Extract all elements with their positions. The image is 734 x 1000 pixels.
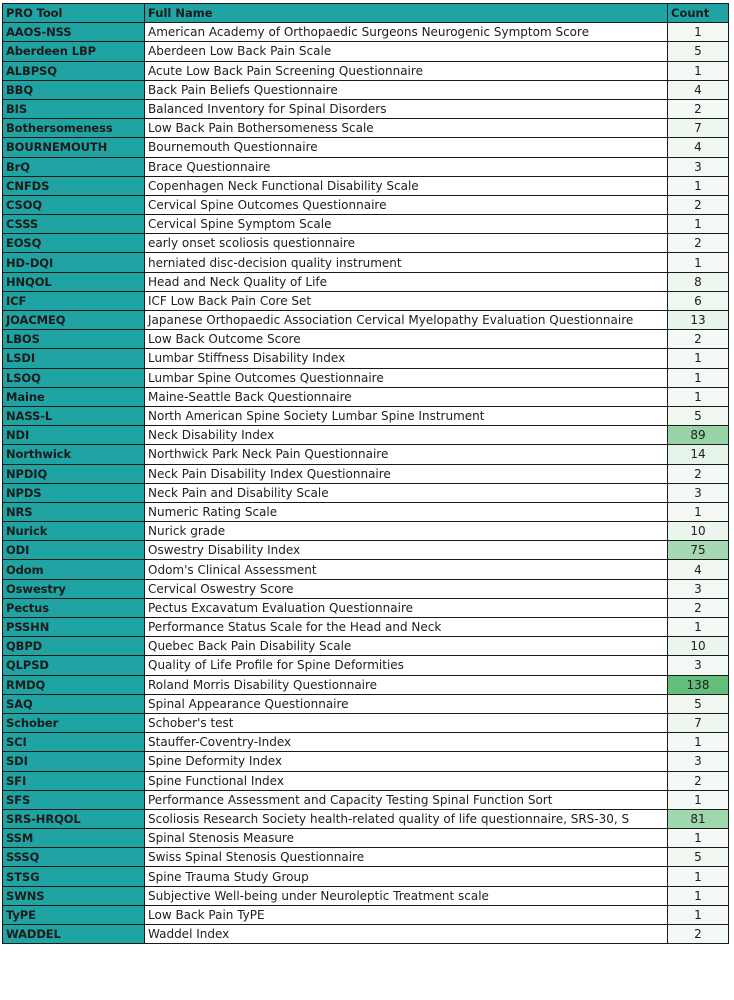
table-row bbox=[3, 522, 729, 541]
count-cell[interactable]: 1 bbox=[668, 215, 729, 234]
table-row bbox=[3, 656, 729, 675]
header-row bbox=[3, 4, 729, 23]
count-cell[interactable]: 3 bbox=[668, 579, 729, 598]
tool-cell[interactable]: ICF bbox=[3, 291, 145, 310]
tool-cell[interactable]: BIS bbox=[3, 99, 145, 118]
count-cell[interactable]: 2 bbox=[668, 771, 729, 790]
table-row bbox=[3, 215, 729, 234]
table-row bbox=[3, 176, 729, 195]
name-cell[interactable]: Subjective Well-being under Neuroleptic Treatment scale bbox=[145, 886, 668, 905]
table-row bbox=[3, 253, 729, 272]
name-cell[interactable]: Numeric Rating Scale bbox=[145, 502, 668, 521]
table-row bbox=[3, 598, 729, 617]
name-cell[interactable]: Quebec Back Pain Disability Scale bbox=[145, 637, 668, 656]
count-cell[interactable]: 1 bbox=[668, 253, 729, 272]
count-cell[interactable]: 89 bbox=[668, 426, 729, 445]
count-cell[interactable]: 13 bbox=[668, 311, 729, 330]
tool-cell[interactable]: JOACMEQ bbox=[3, 311, 145, 330]
table-row bbox=[3, 406, 729, 425]
table-row bbox=[3, 694, 729, 713]
name-cell[interactable]: Odom's Clinical Assessment bbox=[145, 560, 668, 579]
tool-cell[interactable]: CSSS bbox=[3, 215, 145, 234]
name-cell[interactable]: Oswestry Disability Index bbox=[145, 541, 668, 560]
name-cell[interactable]: Schober's test bbox=[145, 713, 668, 732]
count-cell[interactable]: 5 bbox=[668, 694, 729, 713]
count-cell[interactable]: 2 bbox=[668, 598, 729, 617]
tool-cell[interactable]: BrQ bbox=[3, 157, 145, 176]
tool-cell[interactable]: QLPSD bbox=[3, 656, 145, 675]
count-cell[interactable]: 1 bbox=[668, 886, 729, 905]
name-cell[interactable]: Spine Functional Index bbox=[145, 771, 668, 790]
name-cell[interactable]: Roland Morris Disability Questionnaire bbox=[145, 675, 668, 694]
table-row bbox=[3, 426, 729, 445]
name-cell[interactable]: Spinal Stenosis Measure bbox=[145, 829, 668, 848]
table-row bbox=[3, 61, 729, 80]
name-cell[interactable]: Performance Assessment and Capacity Testing Spinal Function Sort bbox=[145, 790, 668, 809]
table-row bbox=[3, 867, 729, 886]
tool-cell[interactable]: HNQOL bbox=[3, 272, 145, 291]
count-cell[interactable]: 3 bbox=[668, 752, 729, 771]
count-cell[interactable]: 1 bbox=[668, 176, 729, 195]
tool-cell[interactable]: SRS-HRQOL bbox=[3, 809, 145, 828]
count-cell[interactable]: 2 bbox=[668, 925, 729, 944]
name-cell[interactable]: Cervical Oswestry Score bbox=[145, 579, 668, 598]
table-row bbox=[3, 349, 729, 368]
table-row bbox=[3, 886, 729, 905]
name-cell[interactable]: Japanese Orthopaedic Association Cervical Myelopathy Evaluation Questionnaire bbox=[145, 311, 668, 330]
name-cell[interactable]: herniated disc-decision quality instrument bbox=[145, 253, 668, 272]
name-cell[interactable]: Aberdeen Low Back Pain Scale bbox=[145, 42, 668, 61]
table-row bbox=[3, 579, 729, 598]
table-row bbox=[3, 752, 729, 771]
count-cell[interactable]: 4 bbox=[668, 80, 729, 99]
name-cell[interactable]: Acute Low Back Pain Screening Questionnaire bbox=[145, 61, 668, 80]
tool-cell[interactable]: AAOS-NSS bbox=[3, 23, 145, 42]
count-cell[interactable]: 81 bbox=[668, 809, 729, 828]
name-cell[interactable]: ICF Low Back Pain Core Set bbox=[145, 291, 668, 310]
table-row bbox=[3, 368, 729, 387]
tool-cell[interactable]: NPDS bbox=[3, 483, 145, 502]
table-row bbox=[3, 445, 729, 464]
name-cell[interactable]: Back Pain Beliefs Questionnaire bbox=[145, 80, 668, 99]
name-cell[interactable]: early onset scoliosis questionnaire bbox=[145, 234, 668, 253]
name-cell[interactable]: Waddel Index bbox=[145, 925, 668, 944]
table-row bbox=[3, 733, 729, 752]
count-cell[interactable]: 4 bbox=[668, 138, 729, 157]
count-cell[interactable]: 1 bbox=[668, 867, 729, 886]
count-cell[interactable]: 5 bbox=[668, 848, 729, 867]
table-row bbox=[3, 99, 729, 118]
tool-cell[interactable]: NASS-L bbox=[3, 406, 145, 425]
name-cell[interactable]: Brace Questionnaire bbox=[145, 157, 668, 176]
table-row bbox=[3, 675, 729, 694]
tool-cell[interactable]: SWNS bbox=[3, 886, 145, 905]
tool-cell[interactable]: STSG bbox=[3, 867, 145, 886]
tool-cell[interactable]: BBQ bbox=[3, 80, 145, 99]
tool-cell[interactable]: SSM bbox=[3, 829, 145, 848]
tool-cell[interactable]: NPDIQ bbox=[3, 464, 145, 483]
tool-cell[interactable]: Odom bbox=[3, 560, 145, 579]
count-cell[interactable]: 1 bbox=[668, 905, 729, 924]
count-cell[interactable]: 8 bbox=[668, 272, 729, 291]
tool-cell[interactable]: Northwick bbox=[3, 445, 145, 464]
table-row bbox=[3, 925, 729, 944]
tool-cell[interactable]: SSSQ bbox=[3, 848, 145, 867]
count-cell[interactable]: 5 bbox=[668, 42, 729, 61]
name-cell[interactable]: Neck Pain Disability Index Questionnaire bbox=[145, 464, 668, 483]
count-cell[interactable]: 2 bbox=[668, 195, 729, 214]
table-row bbox=[3, 541, 729, 560]
name-cell[interactable]: Bournemouth Questionnaire bbox=[145, 138, 668, 157]
tool-cell[interactable]: Pectus bbox=[3, 598, 145, 617]
table-row bbox=[3, 637, 729, 656]
tool-cell[interactable]: ALBPSQ bbox=[3, 61, 145, 80]
tool-cell[interactable]: SFS bbox=[3, 790, 145, 809]
tool-cell[interactable]: Bothersomeness bbox=[3, 119, 145, 138]
name-cell[interactable]: Cervical Spine Symptom Scale bbox=[145, 215, 668, 234]
name-cell[interactable]: North American Spine Society Lumbar Spine Instrument bbox=[145, 406, 668, 425]
tool-cell[interactable]: CSOQ bbox=[3, 195, 145, 214]
tool-cell[interactable]: WADDEL bbox=[3, 925, 145, 944]
tool-cell[interactable]: RMDQ bbox=[3, 675, 145, 694]
count-cell[interactable]: 6 bbox=[668, 291, 729, 310]
name-cell[interactable]: Maine-Seattle Back Questionnaire bbox=[145, 387, 668, 406]
count-cell[interactable]: 4 bbox=[668, 560, 729, 579]
count-cell[interactable]: 5 bbox=[668, 406, 729, 425]
table-row bbox=[3, 502, 729, 521]
table-body bbox=[3, 23, 729, 944]
table-row bbox=[3, 618, 729, 637]
name-cell[interactable]: Neck Disability Index bbox=[145, 426, 668, 445]
header-tool[interactable]: PRO Tool bbox=[3, 4, 145, 23]
table-row bbox=[3, 119, 729, 138]
table-row bbox=[3, 713, 729, 732]
name-cell[interactable]: Lumbar Spine Outcomes Questionnaire bbox=[145, 368, 668, 387]
tool-cell[interactable]: Nurick bbox=[3, 522, 145, 541]
table-row bbox=[3, 42, 729, 61]
tool-cell[interactable]: CNFDS bbox=[3, 176, 145, 195]
count-cell[interactable]: 1 bbox=[668, 61, 729, 80]
name-cell[interactable]: Balanced Inventory for Spinal Disorders bbox=[145, 99, 668, 118]
tool-cell[interactable]: SCI bbox=[3, 733, 145, 752]
tool-cell[interactable]: SAQ bbox=[3, 694, 145, 713]
name-cell[interactable]: Cervical Spine Outcomes Questionnaire bbox=[145, 195, 668, 214]
name-cell[interactable]: Low Back Outcome Score bbox=[145, 330, 668, 349]
tool-cell[interactable]: LSOQ bbox=[3, 368, 145, 387]
table-row bbox=[3, 905, 729, 924]
name-cell[interactable]: Head and Neck Quality of Life bbox=[145, 272, 668, 291]
count-cell[interactable]: 2 bbox=[668, 330, 729, 349]
count-cell[interactable]: 3 bbox=[668, 157, 729, 176]
tool-cell[interactable]: BOURNEMOUTH bbox=[3, 138, 145, 157]
tool-cell[interactable]: LBOS bbox=[3, 330, 145, 349]
table-row bbox=[3, 464, 729, 483]
table-row bbox=[3, 483, 729, 502]
name-cell[interactable]: Nurick grade bbox=[145, 522, 668, 541]
tool-cell[interactable]: LSDI bbox=[3, 349, 145, 368]
name-cell[interactable]: Spine Trauma Study Group bbox=[145, 867, 668, 886]
name-cell[interactable]: Pectus Excavatum Evaluation Questionnaire bbox=[145, 598, 668, 617]
table-row bbox=[3, 330, 729, 349]
count-cell[interactable]: 14 bbox=[668, 445, 729, 464]
name-cell[interactable]: Quality of Life Profile for Spine Deformities bbox=[145, 656, 668, 675]
header-count[interactable]: Count bbox=[668, 4, 729, 23]
tool-cell[interactable]: NRS bbox=[3, 502, 145, 521]
table-row bbox=[3, 23, 729, 42]
tool-cell[interactable]: NDI bbox=[3, 426, 145, 445]
tool-cell[interactable]: Maine bbox=[3, 387, 145, 406]
count-cell[interactable]: 1 bbox=[668, 349, 729, 368]
count-cell[interactable]: 1 bbox=[668, 733, 729, 752]
count-cell[interactable]: 3 bbox=[668, 483, 729, 502]
table-row bbox=[3, 272, 729, 291]
tool-cell[interactable]: SDI bbox=[3, 752, 145, 771]
table-row bbox=[3, 234, 729, 253]
tool-cell[interactable]: ODI bbox=[3, 541, 145, 560]
tool-cell[interactable]: TyPE bbox=[3, 905, 145, 924]
count-cell[interactable]: 2 bbox=[668, 234, 729, 253]
tool-cell[interactable]: HD-DQI bbox=[3, 253, 145, 272]
table-row bbox=[3, 80, 729, 99]
header-name[interactable]: Full Name bbox=[145, 4, 668, 23]
table-row bbox=[3, 195, 729, 214]
table-row bbox=[3, 311, 729, 330]
name-cell[interactable]: Scoliosis Research Society health-related quality of life questionnaire, SRS-30, S bbox=[145, 809, 668, 828]
name-cell[interactable]: Spinal Appearance Questionnaire bbox=[145, 694, 668, 713]
count-cell[interactable]: 1 bbox=[668, 368, 729, 387]
count-cell[interactable]: 1 bbox=[668, 829, 729, 848]
name-cell[interactable]: American Academy of Orthopaedic Surgeons Neurogenic Symptom Score bbox=[145, 23, 668, 42]
count-cell[interactable]: 1 bbox=[668, 790, 729, 809]
name-cell[interactable]: Low Back Pain Bothersomeness Scale bbox=[145, 119, 668, 138]
count-cell[interactable]: 2 bbox=[668, 99, 729, 118]
count-cell[interactable]: 138 bbox=[668, 675, 729, 694]
count-cell[interactable]: 1 bbox=[668, 387, 729, 406]
count-cell[interactable]: 10 bbox=[668, 522, 729, 541]
tool-cell[interactable]: Oswestry bbox=[3, 579, 145, 598]
name-cell[interactable]: Copenhagen Neck Functional Disability Scale bbox=[145, 176, 668, 195]
table-row bbox=[3, 809, 729, 828]
name-cell[interactable]: Performance Status Scale for the Head and Neck bbox=[145, 618, 668, 637]
name-cell[interactable]: Stauffer-Coventry-Index bbox=[145, 733, 668, 752]
tool-cell[interactable]: PSSHN bbox=[3, 618, 145, 637]
table-row bbox=[3, 157, 729, 176]
name-cell[interactable]: Swiss Spinal Stenosis Questionnaire bbox=[145, 848, 668, 867]
table-row bbox=[3, 829, 729, 848]
name-cell[interactable]: Low Back Pain TyPE bbox=[145, 905, 668, 924]
count-cell[interactable]: 1 bbox=[668, 502, 729, 521]
table-row bbox=[3, 771, 729, 790]
pro-tool-table bbox=[2, 3, 729, 944]
tool-cell[interactable]: Aberdeen LBP bbox=[3, 42, 145, 61]
tool-cell[interactable]: EOSQ bbox=[3, 234, 145, 253]
count-cell[interactable]: 75 bbox=[668, 541, 729, 560]
name-cell[interactable]: Lumbar Stiffness Disability Index bbox=[145, 349, 668, 368]
count-cell[interactable]: 1 bbox=[668, 23, 729, 42]
tool-cell[interactable]: QBPD bbox=[3, 637, 145, 656]
name-cell[interactable]: Northwick Park Neck Pain Questionnaire bbox=[145, 445, 668, 464]
table-row bbox=[3, 560, 729, 579]
table-row bbox=[3, 291, 729, 310]
count-cell[interactable]: 7 bbox=[668, 713, 729, 732]
table-row bbox=[3, 848, 729, 867]
tool-cell[interactable]: Schober bbox=[3, 713, 145, 732]
table-row bbox=[3, 387, 729, 406]
table-row bbox=[3, 138, 729, 157]
table-row bbox=[3, 790, 729, 809]
count-cell[interactable]: 7 bbox=[668, 119, 729, 138]
tool-cell[interactable]: SFI bbox=[3, 771, 145, 790]
count-cell[interactable]: 10 bbox=[668, 637, 729, 656]
count-cell[interactable]: 1 bbox=[668, 618, 729, 637]
name-cell[interactable]: Neck Pain and Disability Scale bbox=[145, 483, 668, 502]
count-cell[interactable]: 2 bbox=[668, 464, 729, 483]
count-cell[interactable]: 3 bbox=[668, 656, 729, 675]
name-cell[interactable]: Spine Deformity Index bbox=[145, 752, 668, 771]
